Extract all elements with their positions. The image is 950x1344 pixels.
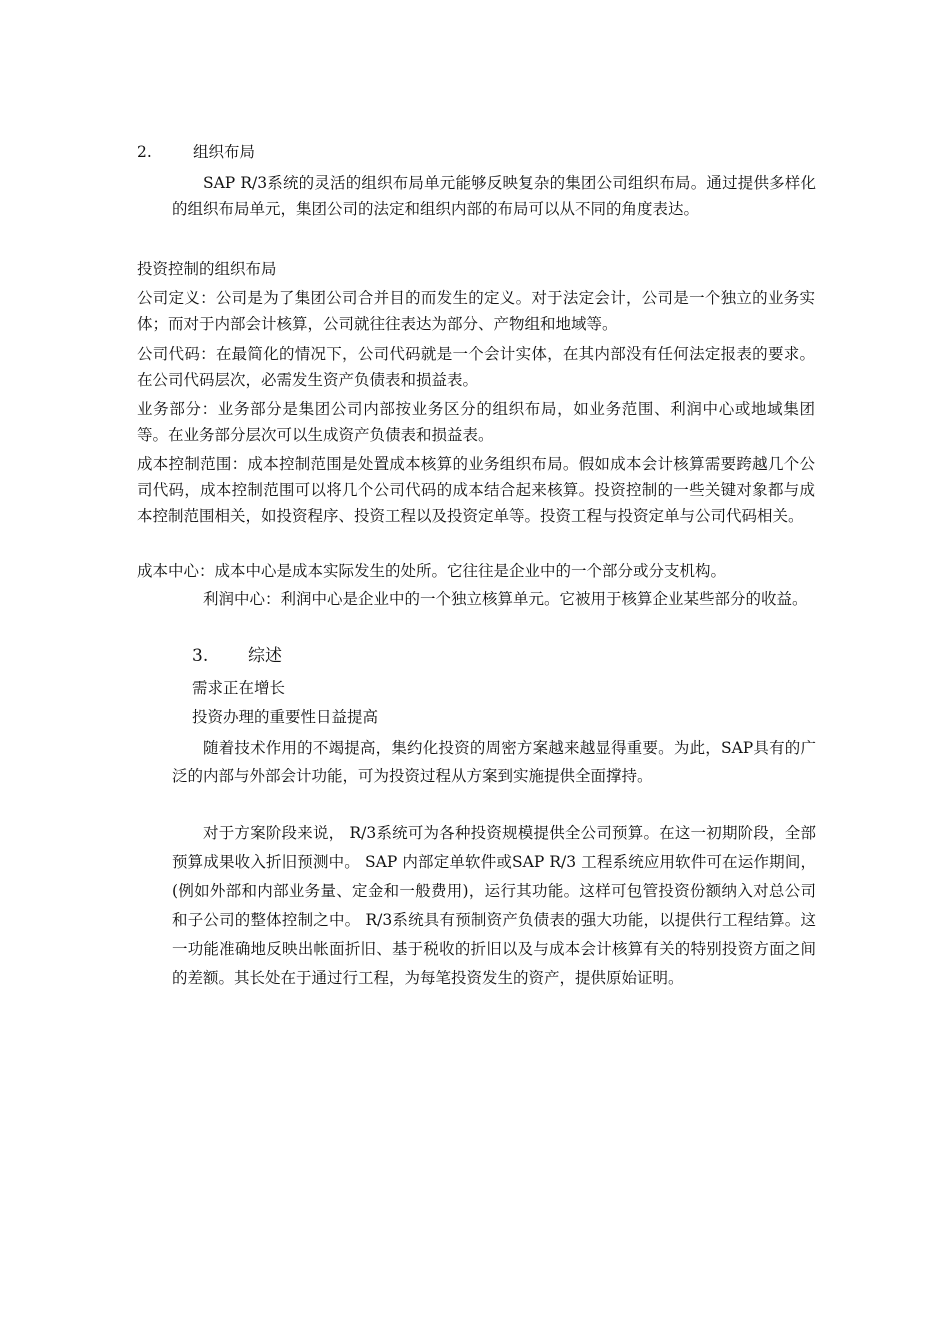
section-2-title: 组织布局 [193,143,256,161]
section-3-number: 3. [192,646,209,666]
definition-cost-center: 成本中心：成本中心是成本实际发生的处所。它往往是企业中的一个部分或分支机构。 [137,562,727,580]
intro-paragraph: SAP R/3系统的灵活的组织布局单元能够反映复杂的集团公司组织布局。通过提供多样化的组织布局单元，集团公司的法定和组织内部的布局可以从不同的角度表达。 [172,174,816,218]
definition-company: 公司定义：公司是为了集团公司合并目的而发生的定义。对于法定会计，公司是一个独立的业务实体；而对于内部会计核算，公司就往往表达为部分、产物组和地域等。 [137,289,815,333]
paragraph-technology: 随着技术作用的不竭提高，集约化投资的周密方案越来越显得重要。为此，SAP具有的广泛的内部与外部会计功能，可为投资过程从方案到实施提供全面撑持。 [172,739,816,785]
line-importance: 投资办理的重要性日益提高 [192,708,379,726]
paragraph-planning: 对于方案阶段来说， R/3系统可为各种投资规模提供全公司预算。在这一初期阶段，全部预算成果收入折旧预测中。 SAP 内部定单软件或SAP R/3 工程系统应用软件可在运作期间，(例如外部和内部业务量、定金和一般费用)，运行其功能。这样可包管投资份额纳入对总公司和子公司的整体控制之中。 R/3系统具有预制资产负债表的强大功能，以提供行工程结算。这一功能准确地反映出帐面折旧、基于税收的折旧以及与成本会计核算有关的特别投资方面之间的差额。其长处在于通过行工程，为每笔投资发生的资产，提供原始证明。 [172,824,816,987]
definition-business-area: 业务部分：业务部分是集团公司内部按业务区分的组织布局，如业务范围、利润中心或地域集团等。在业务部分层次可以生成资产负债表和损益表。 [137,400,815,444]
definition-controlling-area: 成本控制范围：成本控制范围是处置成本核算的业务组织布局。假如成本会计核算需要跨越几个公司代码，成本控制范围可以将几个公司代码的成本结合起来核算。投资控制的一些关键对象都与成本控制范围相关，如投资程序、投资工程以及投资定单等。投资工程与投资定单与公司代码相关。 [137,455,815,525]
subheading: 投资控制的组织布局 [137,260,277,278]
line-demand: 需求正在增长 [192,679,286,697]
definition-profit-center: 利润中心：利润中心是企业中的一个独立核算单元。它被用于核算企业某些部分的收益。 [203,590,808,608]
section-3-heading [192,643,282,669]
section-2-number: 2. [137,143,152,161]
section-3-title: 综述 [248,646,282,666]
definition-company-code: 公司代码：在最简化的情况下，公司代码就是一个会计实体，在其内部没有任何法定报表的要求。在公司代码层次，必需发生资产负债表和损益表。 [137,345,815,389]
section-2-heading [137,139,255,165]
